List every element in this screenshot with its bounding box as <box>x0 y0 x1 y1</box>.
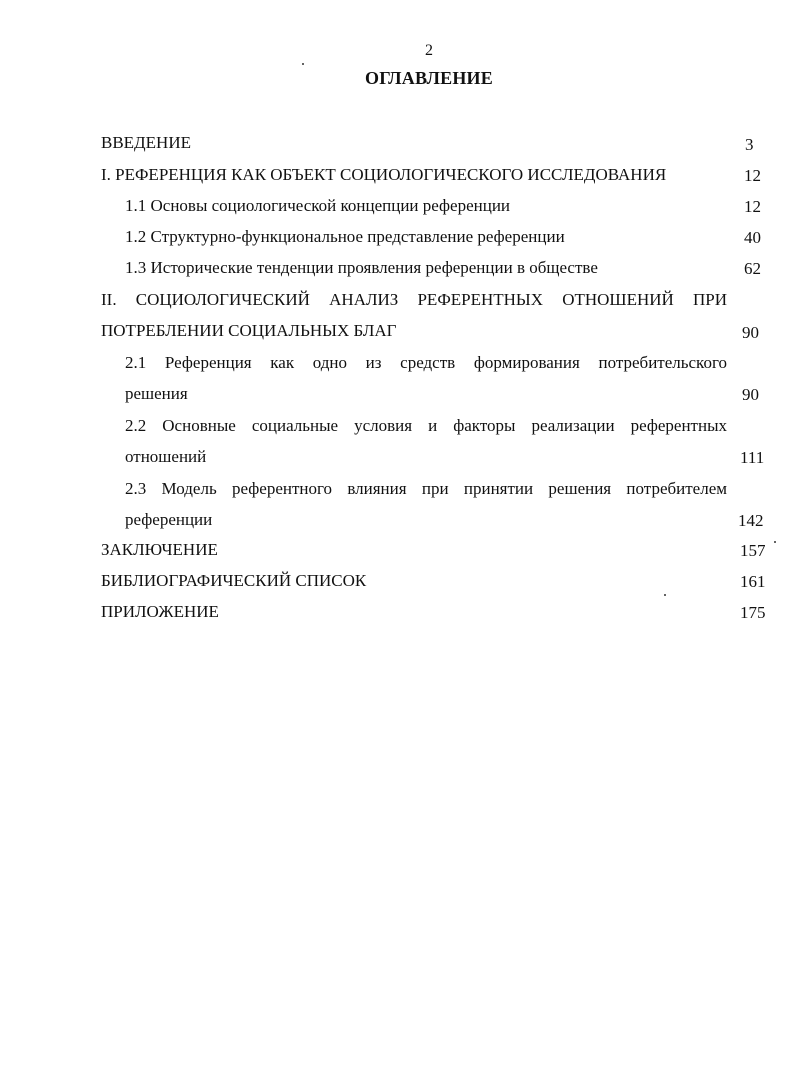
toc-entry-bibliography: БИБЛИОГРАФИЧЕСКИЙ СПИСОК <box>101 571 367 590</box>
toc-page-ref: 90 <box>742 385 759 404</box>
toc-entry-conclusion: ЗАКЛЮЧЕНИЕ <box>101 540 218 559</box>
toc-page-ref: 111 <box>740 448 765 467</box>
toc-page-ref: 12 <box>744 166 761 185</box>
toc-page-ref: 157 <box>740 541 766 560</box>
toc-entry-chapter-1: I. РЕФЕРЕНЦИЯ КАК ОБЪЕКТ СОЦИОЛОГИЧЕСКОГО ИССЛЕДОВАНИЯ <box>101 165 667 184</box>
scan-speck <box>664 594 666 596</box>
toc-entry-section-1-3: 1.3 Исторические тенденции проявления референции в обществе <box>125 258 598 277</box>
toc-entry-section-2-3-line1: 2.3 Модель референтного влияния при принятии решения потребителем <box>125 479 727 498</box>
toc-page-ref: 62 <box>744 259 761 278</box>
toc-entry-introduction: ВВЕДЕНИЕ <box>101 133 191 152</box>
page-number: 2 <box>425 42 433 59</box>
scan-speck <box>774 541 776 543</box>
toc-entry-section-2-3-line2: референции <box>125 510 213 529</box>
toc-entry-chapter-2-line1: II. СОЦИОЛОГИЧЕСКИЙ АНАЛИЗ РЕФЕРЕНТНЫХ ОТНОШЕНИЙ ПРИ <box>101 290 727 309</box>
toc-page-ref: 142 <box>738 511 764 530</box>
toc-entry-section-2-1-line1: 2.1 Референция как одно из средств формирования потребительского <box>125 353 727 372</box>
toc-page-ref: 12 <box>744 197 761 216</box>
toc-entry-section-2-1-line2: решения <box>125 384 188 403</box>
toc-entry-section-2-2-line2: отношений <box>125 447 207 466</box>
toc-page-ref: 175 <box>740 603 766 622</box>
toc-entry-section-1-1: 1.1 Основы социологической концепции референции <box>125 196 511 215</box>
toc-entry-section-2-2-line1: 2.2 Основные социальные условия и факторы реализации референтных <box>125 416 727 435</box>
toc-page-ref: 40 <box>744 228 761 247</box>
page-title: ОГЛАВЛЕНИЕ <box>365 68 493 88</box>
toc-page-ref: 161 <box>740 572 766 591</box>
toc-entry-appendix: ПРИЛОЖЕНИЕ <box>101 602 219 621</box>
toc-page-ref: 3 <box>745 135 754 154</box>
toc-entry-chapter-2-line2: ПОТРЕБЛЕНИИ СОЦИАЛЬНЫХ БЛАГ <box>101 321 397 340</box>
scan-speck <box>302 63 304 65</box>
toc-page-ref: 90 <box>742 323 759 342</box>
toc-entry-section-1-2: 1.2 Структурно-функциональное представление референции <box>125 227 565 246</box>
